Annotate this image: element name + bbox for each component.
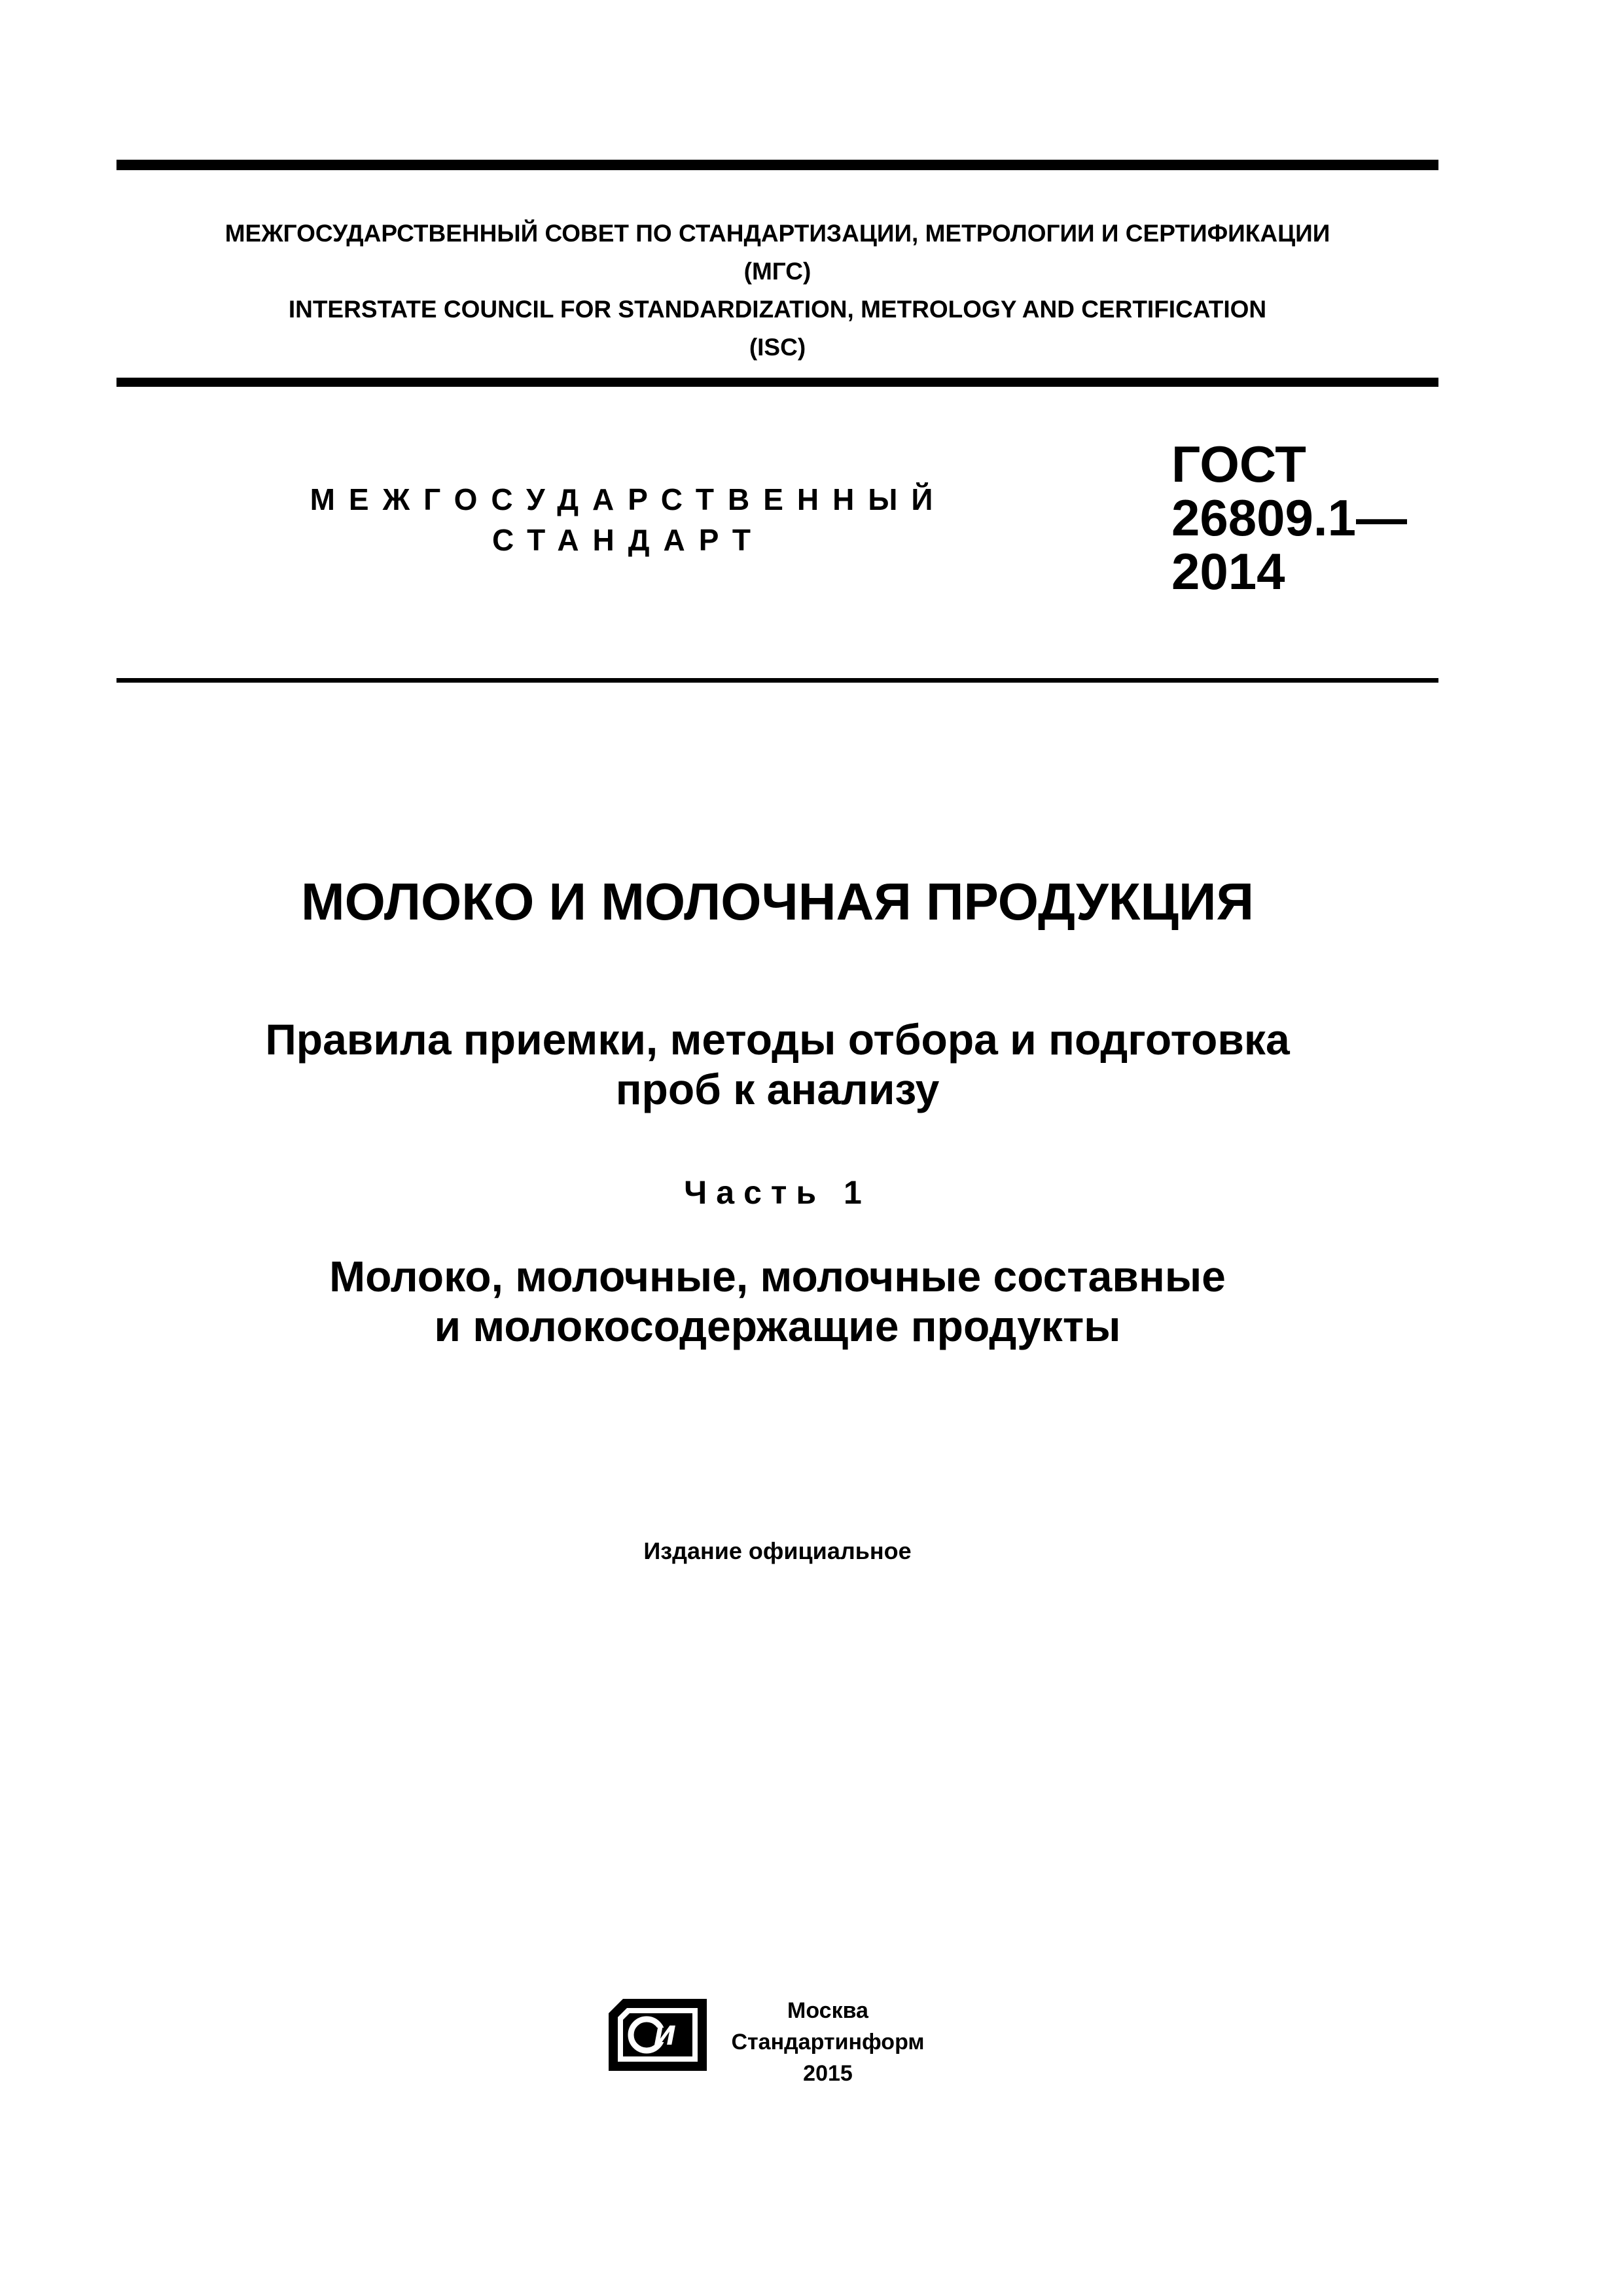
publisher-name: Стандартинформ [731, 2030, 925, 2054]
lower-rule [116, 678, 1438, 683]
part-title-line1: Молоко, молочные, молочные составные [329, 1252, 1226, 1300]
standard-type-line1: МЕЖГОСУДАРСТВЕННЫЙ [310, 482, 947, 516]
council-abbr-ru: (МГС) [743, 258, 812, 285]
subtitle-line1: Правила приемки, методы отбора и подготовка [265, 1015, 1290, 1064]
document-title: МОЛОКО И МОЛОЧНАЯ ПРОДУКЦИЯ [301, 872, 1254, 931]
standartinform-logo-icon [609, 1999, 707, 2071]
council-name-en: INTERSTATE COUNCIL FOR STANDARDIZATION, METROLOGY AND CERTIFICATION [288, 296, 1267, 323]
council-header [116, 215, 1438, 367]
middle-rule [116, 378, 1438, 387]
designation-number: 26809.1— [1171, 489, 1407, 547]
part-title [116, 1251, 1438, 1351]
standard-type [249, 479, 1008, 560]
standard-designation [1171, 437, 1407, 598]
publisher-block [720, 1995, 936, 2089]
edition-label: Издание официальное [643, 1537, 912, 1564]
designation-year: 2014 [1171, 543, 1285, 600]
part-title-line2: и молокосодержащие продукты [434, 1302, 1121, 1350]
designation-prefix: ГОСТ [1171, 435, 1306, 493]
standard-type-line2: СТАНДАРТ [492, 523, 764, 557]
part-number: Часть 1 [684, 1174, 871, 1211]
publisher-city: Москва [787, 1998, 868, 2023]
subtitle-line2: проб к анализу [615, 1065, 940, 1113]
svg-text:И: И [654, 2021, 676, 2051]
council-name-ru: МЕЖГОСУДАРСТВЕННЫЙ СОВЕТ ПО СТАНДАРТИЗАЦИИ, МЕТРОЛОГИИ И СЕРТИФИКАЦИИ [224, 220, 1330, 247]
document-subtitle [116, 1014, 1438, 1114]
publisher-year: 2015 [803, 2061, 853, 2086]
top-rule [116, 160, 1438, 170]
council-abbr-en: (ISC) [749, 334, 806, 361]
